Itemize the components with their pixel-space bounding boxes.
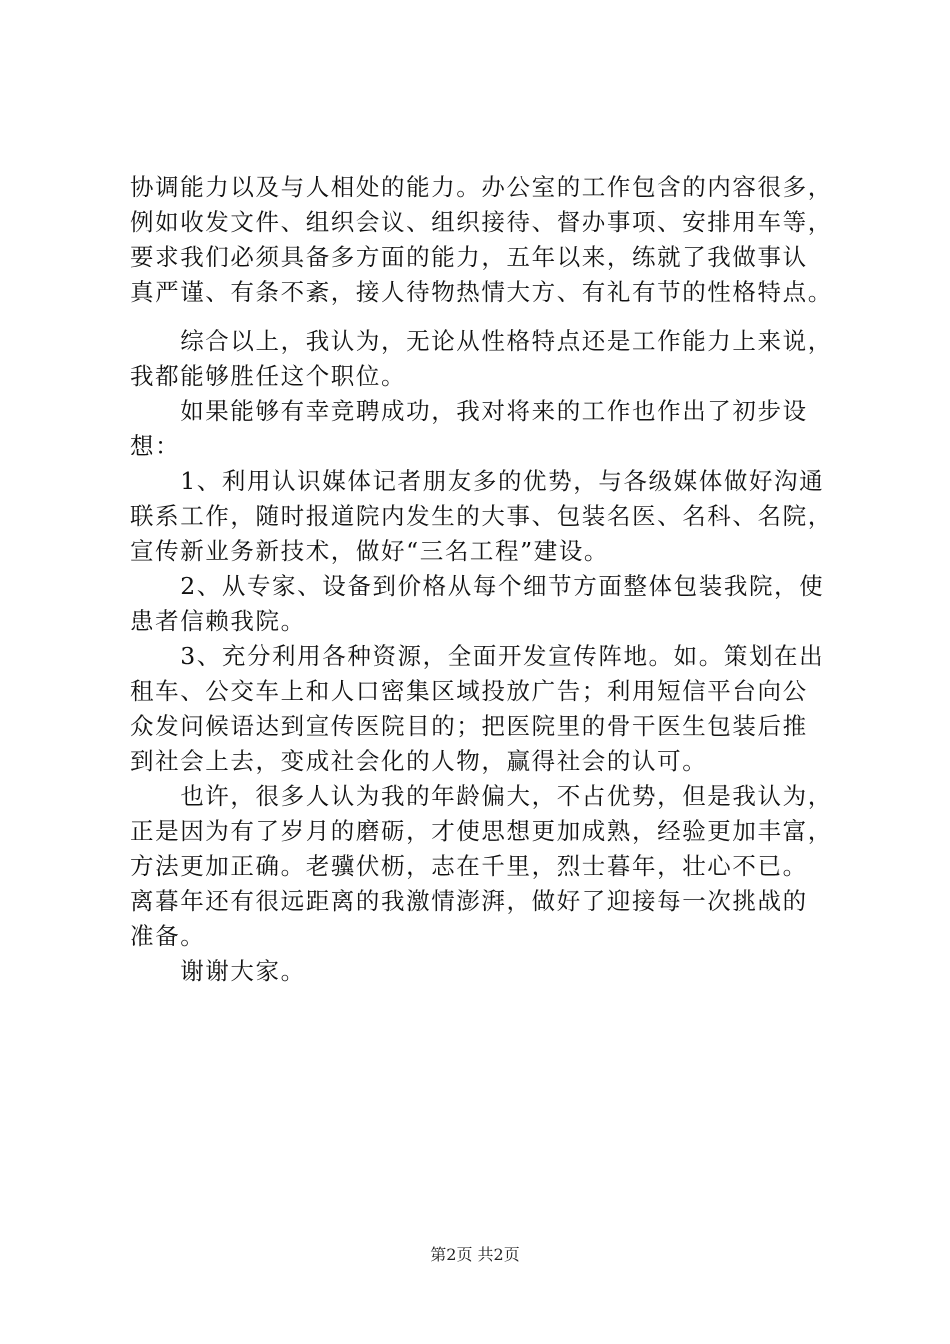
- text-line: 也许，很多人认为我的年龄偏大，不占优势，但是我认为，: [130, 782, 833, 810]
- text-line: 想：: [130, 432, 181, 460]
- page-footer: 第2页 共2页: [430, 1245, 520, 1264]
- text-line: 谢谢大家。: [130, 957, 306, 985]
- text-line: 准备。: [130, 922, 206, 950]
- document-body: [130, 170, 850, 989]
- text-line: 正是因为有了岁月的磨砺，才使思想更加成熟，经验更加丰富，: [130, 817, 833, 845]
- text-line: 1、利用认识媒体记者朋友多的优势，与各级媒体做好沟通: [130, 467, 825, 495]
- text-line: 例如收发文件、组织会议、组织接待、督办事项、安排用车等，: [130, 208, 833, 236]
- text-line: 患者信赖我院。: [130, 607, 306, 635]
- text-line: 离暮年还有很远距离的我激情澎湃，做好了迎接每一次挑战的: [130, 887, 808, 915]
- text-line: 宣传新业务新技术，做好“三名工程”建设。: [130, 537, 610, 565]
- text-line: 3、充分利用各种资源，全面开发宣传阵地。如。策划在出: [130, 642, 825, 670]
- text-line: 真严谨、有条不紊，接人待物热情大方、有礼有节的性格特点。: [130, 278, 833, 306]
- text-line: 综合以上，我认为，无论从性格特点还是工作能力上来说，: [130, 327, 833, 355]
- text-line: 如果能够有幸竞聘成功，我对将来的工作也作出了初步设: [130, 397, 808, 425]
- text-line: 我都能够胜任这个职位。: [130, 362, 407, 390]
- text-line: 方法更加正确。老骥伏枥，志在千里，烈士暮年，壮心不已。: [130, 852, 808, 880]
- text-line: 2、从专家、设备到价格从每个细节方面整体包装我院，使: [130, 572, 825, 600]
- text-line: 到社会上去，变成社会化的人物，赢得社会的认可。: [130, 747, 708, 775]
- text-line: 协调能力以及与人相处的能力。办公室的工作包含的内容很多，: [130, 173, 833, 201]
- text-line: 要求我们必须具备多方面的能力，五年以来，练就了我做事认: [130, 243, 808, 271]
- text-line: 众发问候语达到宣传医院目的；把医院里的骨干医生包装后推: [130, 712, 808, 740]
- text-line: 联系工作，随时报道院内发生的大事、包装名医、名科、名院，: [130, 502, 833, 530]
- paragraph-gap: [130, 310, 850, 324]
- text-line: 租车、公交车上和人口密集区域投放广告；利用短信平台向公: [130, 677, 808, 705]
